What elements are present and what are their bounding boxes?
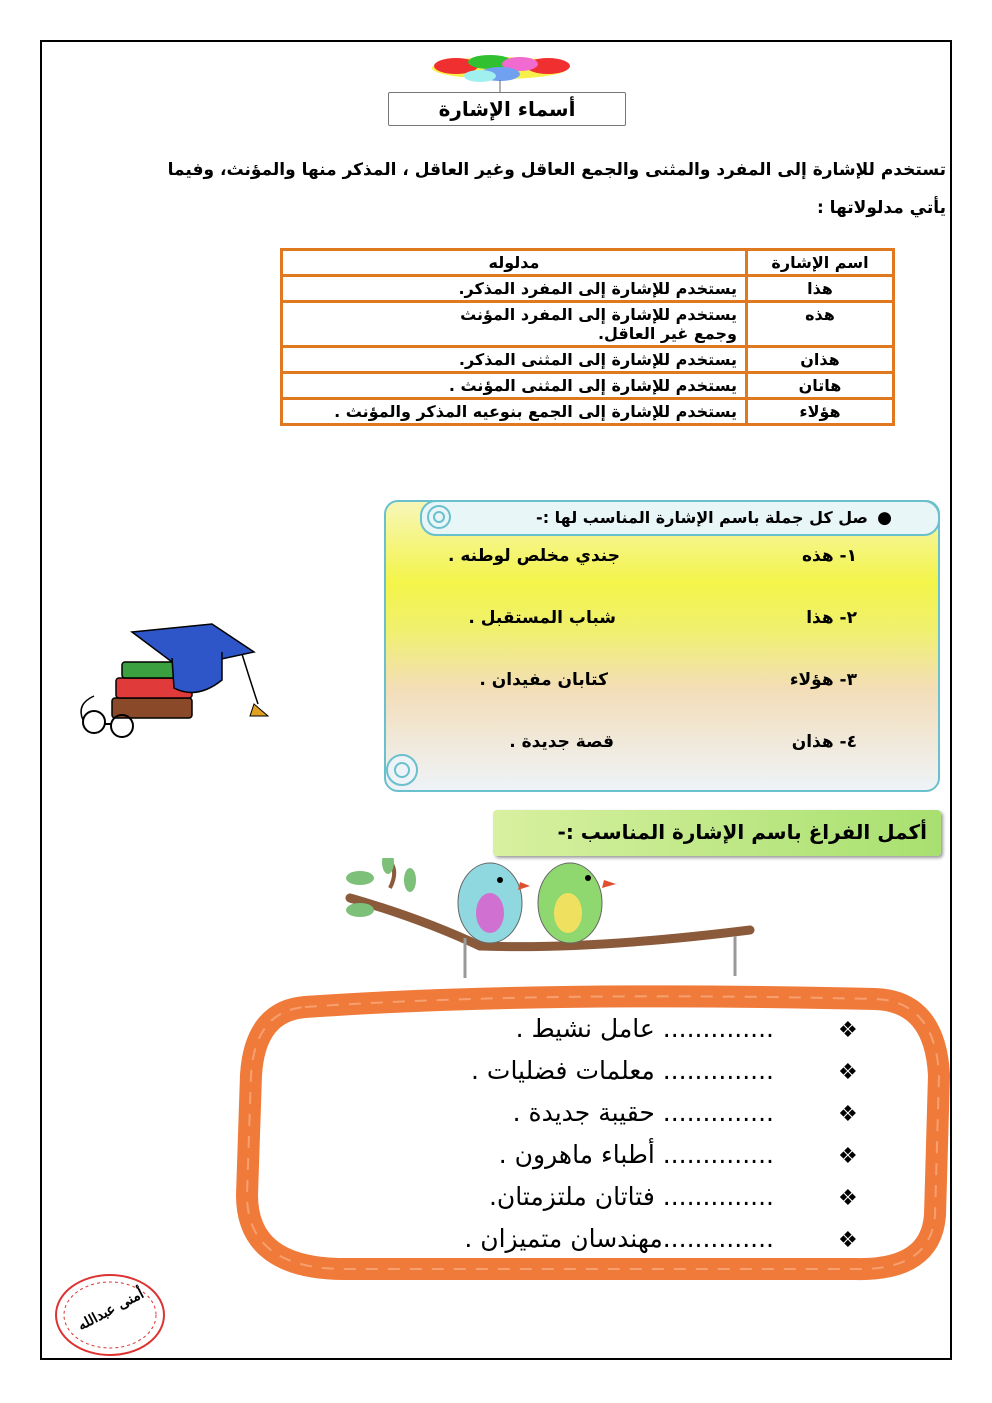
fill-heading-banner <box>493 810 941 856</box>
fill-item: ..............مهندسان متميزان . <box>464 1224 774 1253</box>
diamond-bullet-icon: ❖ <box>838 1144 858 1169</box>
matching-bullet: ● <box>877 508 892 528</box>
sign-name: هذا <box>747 276 894 302</box>
sign-name: هذه <box>747 302 894 347</box>
sign-meaning: يستخدم للإشارة إلى المثنى المذكر. <box>282 347 747 373</box>
table-header-row <box>282 250 894 276</box>
matching-num: ٢- هذا <box>806 608 857 628</box>
diamond-bullet-icon: ❖ <box>838 1060 858 1085</box>
signs-table <box>280 248 895 426</box>
sign-name: هذان <box>747 347 894 373</box>
fill-item: .............. عامل نشيط . <box>515 1014 774 1043</box>
sign-meaning: يستخدم للإشارة إلى الجمع بنوعيه المذكر والمؤنث . <box>282 399 747 425</box>
fill-item: .............. معلمات فضليات . <box>471 1056 774 1085</box>
matching-sentence: شباب المستقبل . <box>468 608 616 628</box>
balloons-decoration <box>420 52 580 92</box>
diamond-bullet-icon: ❖ <box>838 1186 858 1211</box>
matching-sentence: جندي مخلص لوطنه . <box>447 546 620 566</box>
matching-sentence: كتابان مفيدان . <box>479 670 608 690</box>
header-name: اسم الإشارة <box>747 250 894 276</box>
table-row <box>282 347 894 373</box>
table-row <box>282 302 894 347</box>
scroll-curl-icon <box>424 503 454 533</box>
fill-item: .............. حقيبة جديدة . <box>512 1098 774 1127</box>
diamond-bullet-icon: ❖ <box>838 1102 858 1127</box>
fill-item: .............. أطباء ماهرون . <box>498 1140 774 1169</box>
matching-num: ٤- هذان <box>791 732 857 752</box>
page-title: أسماء الإشارة <box>438 97 576 121</box>
stamp-text: أمنى عبدالله <box>75 1285 147 1335</box>
intro-line-2: يأتي مدلولاتها : <box>816 198 946 218</box>
table-row <box>282 276 894 302</box>
matching-num: ٣- هؤلاء <box>789 670 857 690</box>
fill-heading: أكمل الفراغ باسم الإشارة المناسب :- <box>557 820 927 844</box>
graduation-books-illustration <box>72 620 272 750</box>
sign-meaning: يستخدم للإشارة إلى المفرد المؤنث وجمع غير العاقل. <box>282 302 747 347</box>
fill-item: .............. فتاتان ملتزمتان. <box>488 1182 774 1211</box>
sign-meaning: يستخدم للإشارة إلى المفرد المذكر. <box>282 276 747 302</box>
sign-name: هاتان <box>747 373 894 399</box>
sign-name: هؤلاء <box>747 399 894 425</box>
matching-sentence: قصة جديدة . <box>509 732 614 752</box>
sign-meaning: يستخدم للإشارة إلى المثنى المؤنث . <box>282 373 747 399</box>
diamond-bullet-icon: ❖ <box>838 1228 858 1253</box>
header-meaning: مدلوله <box>282 250 747 276</box>
table-row <box>282 373 894 399</box>
matching-instruction: صل كل جملة باسم الإشارة المناسب لها :- <box>536 508 868 527</box>
birds-branch-illustration <box>330 858 770 988</box>
intro-line-1: تستخدم للإشارة إلى المفرد والمثنى والجمع العاقل وغير العاقل ، المذكر منها والمؤنث، وفيما <box>167 160 946 180</box>
matching-num: ١- هذه <box>801 546 857 566</box>
title-box <box>388 92 626 126</box>
scroll-curl-icon <box>384 752 420 788</box>
diamond-bullet-icon: ❖ <box>838 1018 858 1043</box>
table-row <box>282 399 894 425</box>
